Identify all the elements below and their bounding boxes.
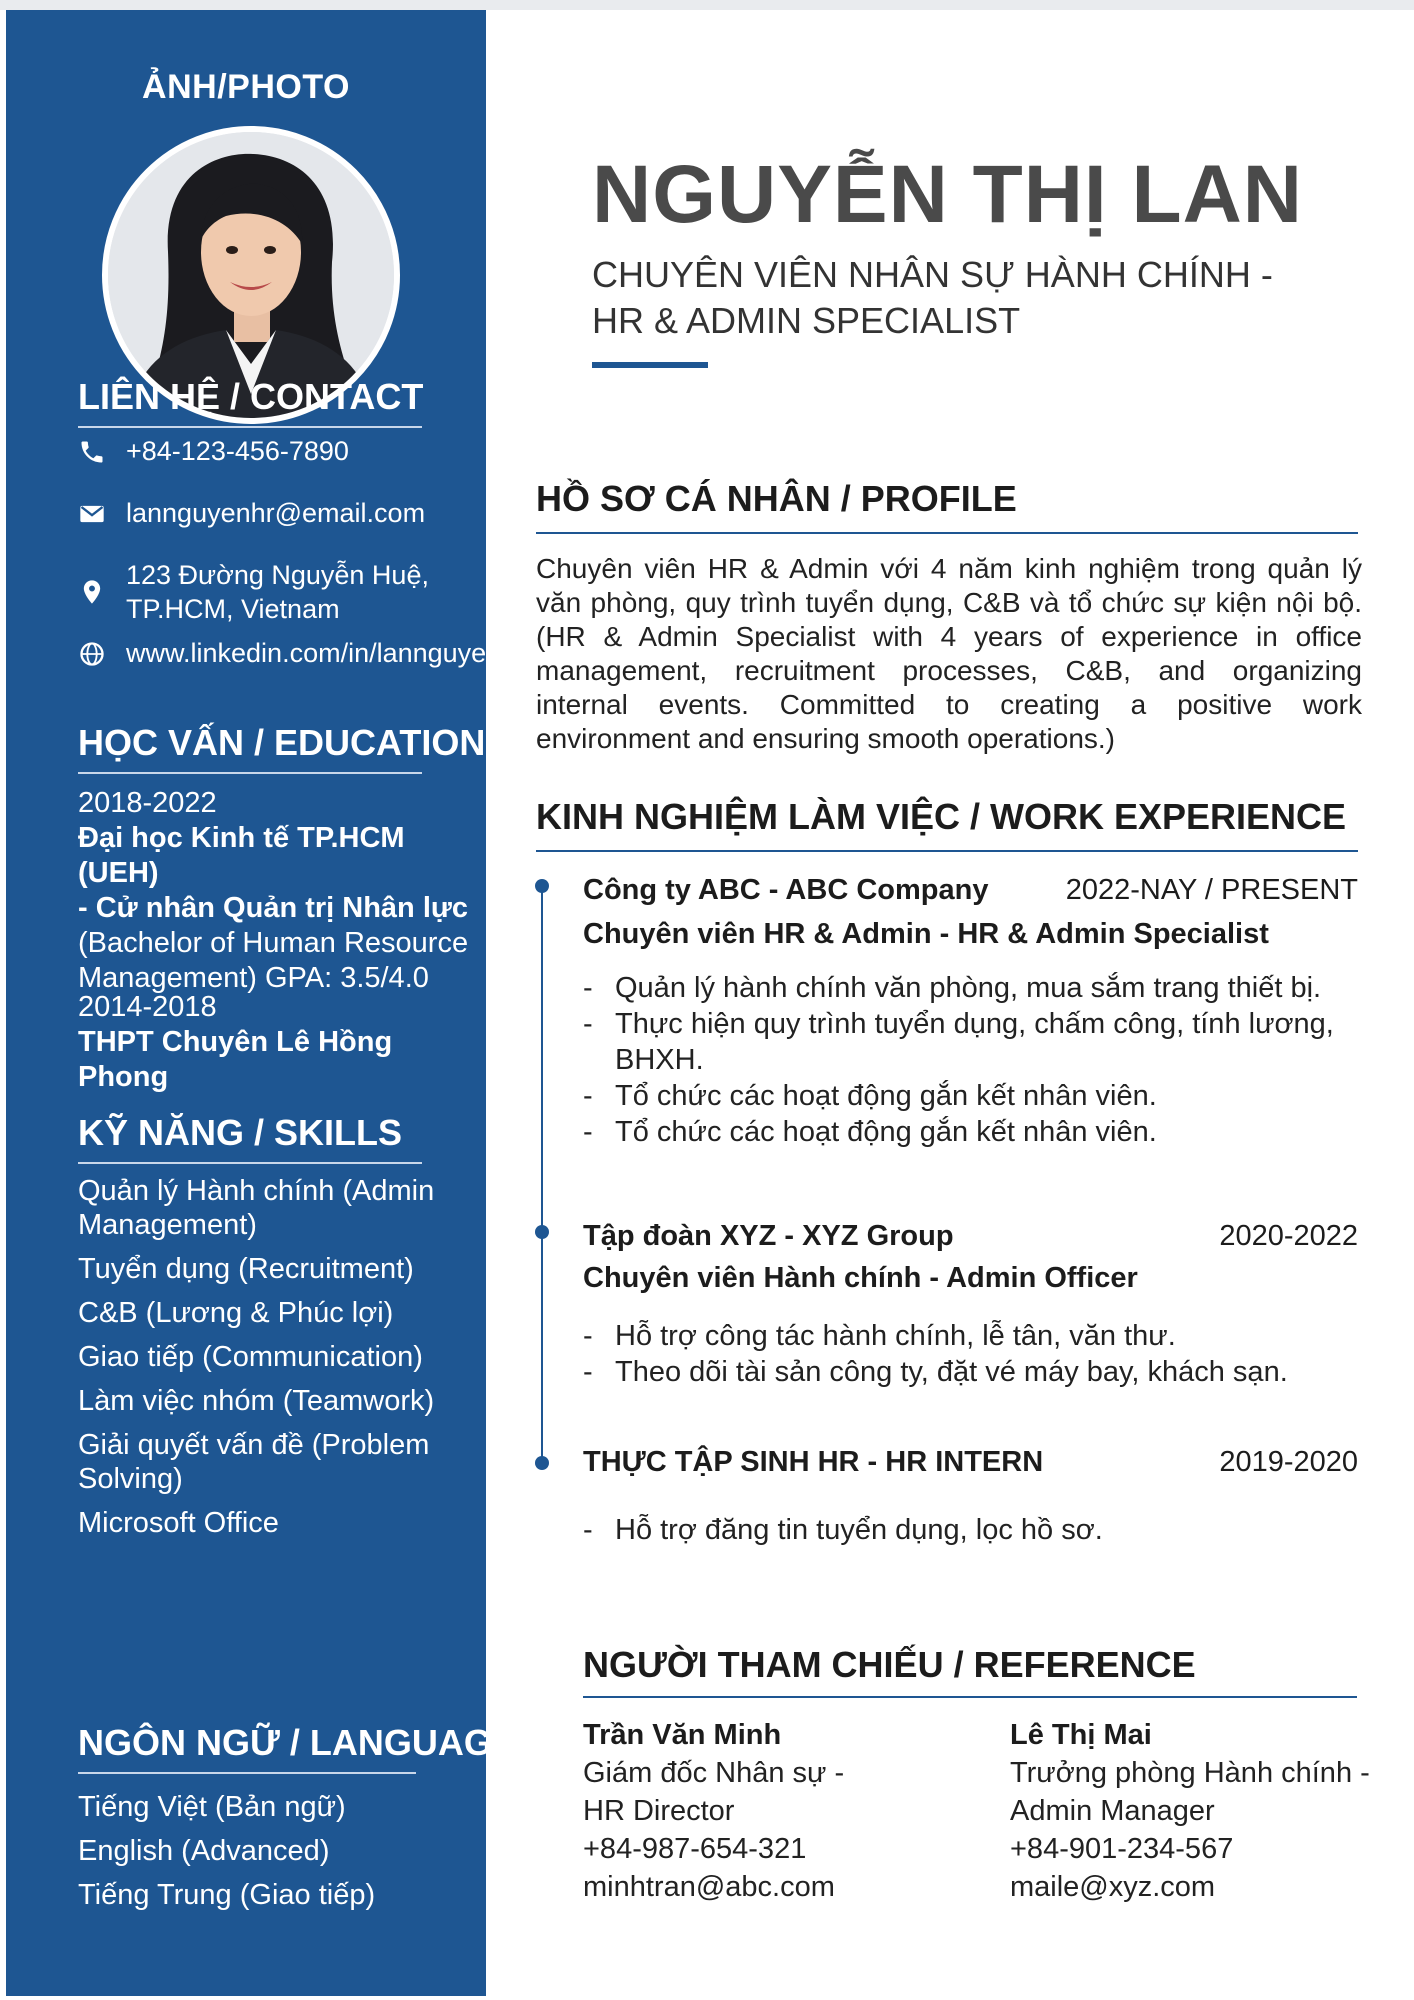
- bullet-item: - Quản lý hành chính văn phòng, mua sắm trang thiết bị.: [583, 972, 1322, 1004]
- language-item: Tiếng Việt (Bản ngữ): [78, 1791, 346, 1823]
- job-company: Công ty ABC - ABC Company: [583, 874, 989, 906]
- education-detail: Management) GPA: 3.5/4.0: [78, 962, 429, 994]
- bullet-text: Tổ chức các hoạt động gắn kết nhân viên.: [615, 1116, 1157, 1148]
- bullet-text: Hỗ trợ công tác hành chính, lễ tân, văn thư.: [615, 1320, 1176, 1352]
- contact-linkedin-text[interactable]: www.linkedin.com/in/lannguyen: [126, 638, 502, 668]
- job-date: 2022-NAY / PRESENT: [1065, 874, 1358, 906]
- skills-heading: KỸ NĂNG / SKILLS: [78, 1112, 403, 1153]
- education-years: 2014-2018: [78, 991, 217, 1023]
- reference-phone: +84-987-654-321: [583, 1833, 807, 1865]
- skill-item: Giải quyết vấn đề (Problem Solving): [78, 1429, 430, 1495]
- timeline-dot: [535, 1456, 549, 1470]
- education-school: THPT Chuyên Lê Hồng Phong: [78, 1026, 393, 1093]
- job-role: Chuyên viên HR & Admin - HR & Admin Specialist: [583, 918, 1269, 950]
- education-detail: (Bachelor of Human Resource: [78, 927, 469, 959]
- timeline-dot: [535, 879, 549, 893]
- profile-heading: HỒ SƠ CÁ NHÂN / PROFILE: [536, 478, 1017, 519]
- title-accent-bar: [592, 362, 708, 368]
- profile-text: Chuyên viên HR & Admin với 4 năm kinh nghiệm trong quản lý văn phòng, quy trình tuyển dụng, C&B và tổ chức sự kiện nội bộ. (HR & Admin Specialist with 4 years of experience in office management, recruitment processes, C&B, and organizing internal events. Committed to creating a positive work environment and ensuring smooth operations.): [536, 553, 1362, 754]
- reference-name: Lê Thị Mai: [1010, 1719, 1152, 1751]
- reference-title: Giám đốc Nhân sự -: [583, 1757, 845, 1789]
- skill-item: Tuyển dụng (Recruitment): [78, 1253, 414, 1285]
- job-title-line2: HR & ADMIN SPECIALIST: [592, 300, 1021, 341]
- profile-divider: [536, 532, 1358, 534]
- skill-item: Quản lý Hành chính (Admin Management): [78, 1175, 435, 1241]
- contact-address-line1: 123 Đường Nguyễn Huệ,: [126, 560, 429, 590]
- reference-heading: NGƯỜI THAM CHIẾU / REFERENCE: [583, 1644, 1196, 1685]
- job-bullets: [583, 1512, 1363, 1548]
- timeline-dot: [535, 1225, 549, 1239]
- skill-item: C&B (Lương & Phúc lợi): [78, 1297, 394, 1329]
- bullet-text: Theo dõi tài sản công ty, đặt vé máy bay, khách sạn.: [615, 1356, 1288, 1388]
- contact-email-text[interactable]: lannguyenhr@email.com: [126, 498, 426, 528]
- language-item: English (Advanced): [78, 1835, 330, 1867]
- job-date: 2019-2020: [1219, 1446, 1358, 1478]
- skill-item: Giao tiếp (Communication): [78, 1341, 423, 1373]
- reference-divider: [583, 1696, 1357, 1698]
- bullet-item: - Tổ chức các hoạt động gắn kết nhân viên.: [583, 1116, 1157, 1148]
- job-company: Tập đoàn XYZ - XYZ Group: [583, 1220, 954, 1252]
- photo-label: ẢNH/PHOTO: [142, 68, 350, 106]
- experience-heading: KINH NGHIỆM LÀM VIỆC / WORK EXPERIENCE: [536, 796, 1347, 837]
- bullet-item: - Theo dõi tài sản công ty, đặt vé máy bay, khách sạn.: [583, 1356, 1288, 1388]
- languages-heading: NGÔN NGỮ / LANGUAGES: [78, 1722, 540, 1763]
- bullet-item: - Thực hiện quy trình tuyển dụng, chấm công, tính lương, BHXH.: [583, 1006, 1363, 1078]
- bullet-text: Hỗ trợ đăng tin tuyển dụng, lọc hồ sơ.: [615, 1514, 1103, 1546]
- reference-name: Trần Văn Minh: [583, 1719, 782, 1751]
- experience-divider: [536, 850, 1358, 852]
- bullet-text: Thực hiện quy trình tuyển dụng, chấm công, tính lương, BHXH.: [615, 1008, 1334, 1076]
- job-role: Chuyên viên Hành chính - Admin Officer: [583, 1262, 1138, 1294]
- candidate-name: NGUYỄN THỊ LAN: [592, 149, 1303, 240]
- reference-phone: +84-901-234-567: [1010, 1833, 1234, 1865]
- reference-email[interactable]: minhtran@abc.com: [583, 1871, 835, 1903]
- reference-card: [583, 1716, 844, 1906]
- experience-timeline: [541, 886, 543, 1464]
- reference-title: HR Director: [583, 1795, 735, 1827]
- bullet-item: - Tổ chức các hoạt động gắn kết nhân viên.: [583, 1080, 1157, 1112]
- reference-email[interactable]: maile@xyz.com: [1010, 1871, 1216, 1903]
- education-degree: - Cử nhân Quản trị Nhân lực: [78, 892, 469, 924]
- contact-phone-text: +84-123-456-7890: [126, 436, 349, 466]
- skill-item: Microsoft Office: [78, 1507, 279, 1539]
- job-date: 2020-2022: [1219, 1220, 1358, 1252]
- job-bullets: [583, 970, 1363, 1150]
- skill-item: Làm việc nhóm (Teamwork): [78, 1385, 435, 1417]
- reference-card: [1010, 1716, 1370, 1906]
- bullet-item: - Hỗ trợ đăng tin tuyển dụng, lọc hồ sơ.: [583, 1514, 1103, 1546]
- contact-heading: LIÊN HỆ / CONTACT: [78, 376, 424, 417]
- job-bullets: [583, 1318, 1363, 1390]
- education-heading: HỌC VẤN / EDUCATION: [78, 722, 486, 763]
- education-years: 2018-2022: [78, 787, 217, 819]
- language-item: Tiếng Trung (Giao tiếp): [78, 1879, 376, 1911]
- contact-address-line2: TP.HCM, Vietnam: [126, 594, 340, 624]
- bullet-item: - Hỗ trợ công tác hành chính, lễ tân, văn thư.: [583, 1320, 1176, 1352]
- reference-title: Admin Manager: [1010, 1795, 1215, 1827]
- education-school: Đại học Kinh tế TP.HCM (UEH): [78, 822, 405, 889]
- bullet-text: Quản lý hành chính văn phòng, mua sắm trang thiết bị.: [615, 972, 1322, 1004]
- job-title-line1: CHUYÊN VIÊN NHÂN SỰ HÀNH CHÍNH -: [592, 254, 1273, 295]
- reference-title: Trưởng phòng Hành chính -: [1010, 1757, 1370, 1789]
- bullet-text: Tổ chức các hoạt động gắn kết nhân viên.: [615, 1080, 1157, 1112]
- job-company: THỰC TẬP SINH HR - HR INTERN: [583, 1446, 1044, 1478]
